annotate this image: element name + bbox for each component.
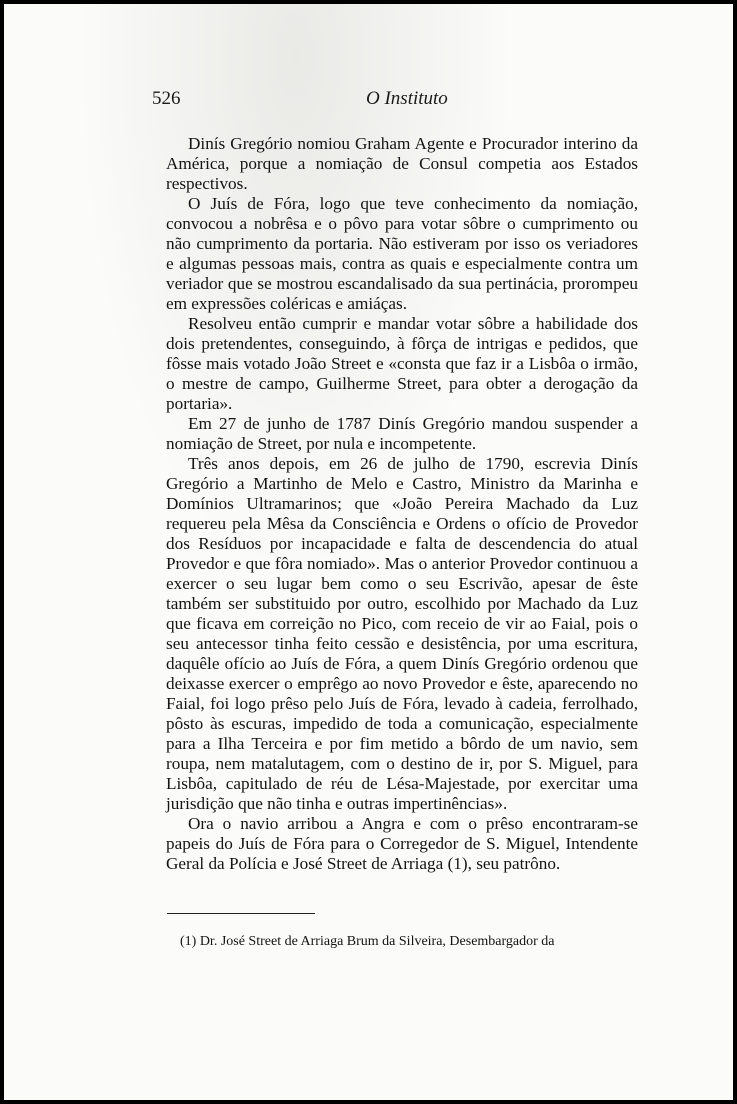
paragraph-4: Em 27 de junho de 1787 Dinís Gregório mandou suspender a nomiação de Street, por nula e incompetente. [166, 414, 638, 453]
paragraph-1: Dinís Gregório nomiou Graham Agente e Procurador interino da América, porque a nomiação de Consul competia aos Estados respectivos. [166, 134, 638, 193]
footnote-divider [167, 913, 315, 914]
paragraph-6: Ora o navio arribou a Angra e com o prêso encontraram-se papeis do Juís de Fóra para o Corregedor de S. Miguel, Intendente Geral da Polícia e José Street de Arriaga (1), seu patrôno. [166, 814, 638, 873]
page-number: 526 [152, 88, 181, 109]
paragraph-2: O Juís de Fóra, logo que teve conhecimento da nomiação, convocou a nobrêsa e o pôvo para votar sôbre o cumprimento ou não cumprimento da portaria. Não estiveram por isso os veriadores e algumas pessoas mais, contra as quais e especialmente contra um veriador que se mostrou escandalisado da sua pertinácia, prorompeu em expressões coléricas e amiáças. [166, 194, 638, 313]
footnote: (1) Dr. José Street de Arriaga Brum da Silveira, Desembargador da [180, 934, 555, 949]
paragraph-5: Três anos depois, em 26 de julho de 1790, escrevia Dinís Gregório a Martinho de Melo e Castro, Ministro da Marinha e Domínios Ultramarinos; que «João Pereira Machado da Luz requereu pela Mêsa da Consciência e Ordens o ofício de Provedor dos Resíduos por incapacidade e falta de descendencia do atual Provedor e que fôra nomiado». Mas o anterior Provedor continuou a exercer o seu lugar bem como o seu Escrivão, apesar de êste também ser substituido por outro, escolhido por Machado da Luz que ficava em correição no Pico, com receio de vir ao Faial, pois o seu antecessor tinha feito cessão e desistência, por uma escritura, daquêle ofício ao Juís de Fóra, a quem Dinís Gregório ordenou que deixasse exercer o emprêgo ao novo Provedor e êste, aparecendo no Faial, foi logo prêso pelo Juís de Fóra, levado à cadeia, ferrolhado, pôsto às escuras, impedido de toda a comunicação, especialmente para a Ilha Terceira e por fim metido a bôrdo de um navio, sem roupa, nem matalutagem, com o destino de ir, por S. Miguel, para Lisbôa, capitulado de réu de Lésa-Majestade, por exercitar uma jurisdição que não tinha e outras impertinências». [166, 454, 638, 813]
page-header [152, 88, 492, 112]
running-title: O Instituto [366, 88, 448, 109]
paragraph-3: Resolveu então cumprir e mandar votar sôbre a habilidade dos dois pretendentes, conseguindo, à fôrça de intrigas e pedidos, que fôsse mais votado João Street e «consta que faz ir a Lisbôa o irmão, o mestre de campo, Guilherme Street, para obter a derogação da portaria». [166, 314, 638, 413]
body-text [166, 134, 638, 874]
book-page [4, 4, 733, 1100]
